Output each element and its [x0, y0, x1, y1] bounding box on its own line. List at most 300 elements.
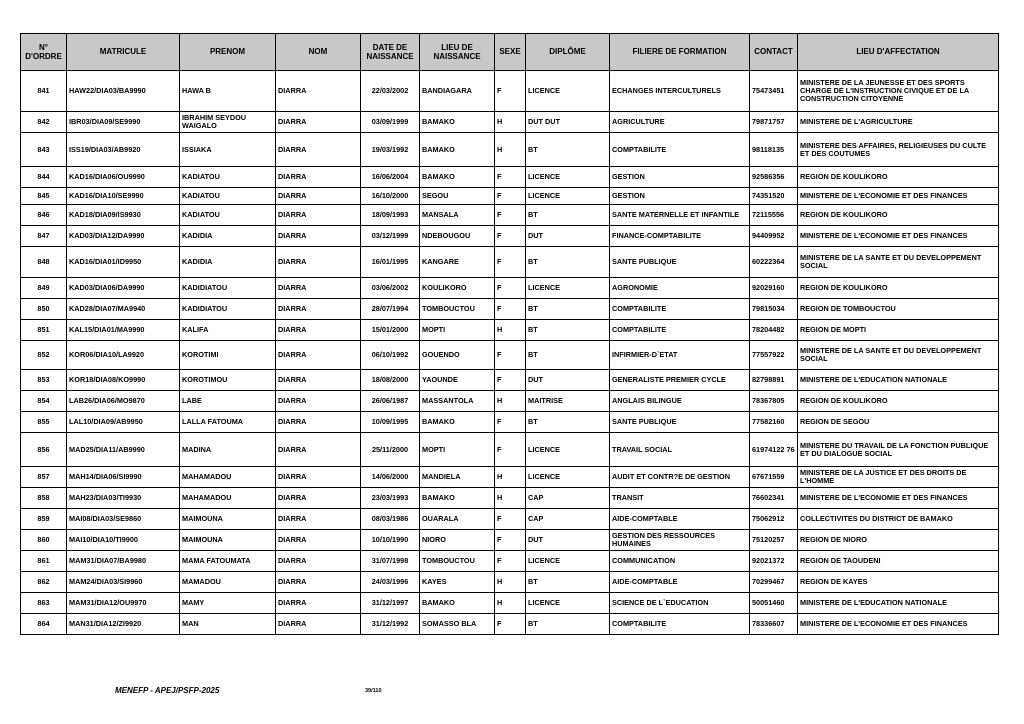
cell-nom: DIARRA: [276, 226, 361, 247]
cell-prenom: KADIDIA: [180, 226, 276, 247]
cell-prenom: HAWA B: [180, 71, 276, 112]
cell-nom: DIARRA: [276, 391, 361, 412]
cell-filiere: COMPTABILITE: [610, 614, 750, 635]
cell-matricule: KAD03/DIA06/DA9990: [67, 278, 180, 299]
cell-contact: 76602341: [750, 488, 798, 509]
cell-affectation: REGION DE KOULIKORO: [798, 205, 999, 226]
cell-nom: DIARRA: [276, 572, 361, 593]
cell-contact: 75473451: [750, 71, 798, 112]
cell-nom: DIARRA: [276, 320, 361, 341]
cell-prenom: KADIDIATOU: [180, 278, 276, 299]
cell-prenom: KADIATOU: [180, 205, 276, 226]
cell-date: 25/11/2000: [361, 433, 420, 467]
cell-nom: DIARRA: [276, 509, 361, 530]
cell-prenom: KADIDIATOU: [180, 299, 276, 320]
cell-matricule: MAN31/DIA12/ZI9920: [67, 614, 180, 635]
cell-affectation: REGION DE TAOUDENI: [798, 551, 999, 572]
cell-date: 26/06/1987: [361, 391, 420, 412]
cell-matricule: KAD28/DIA07/MA9940: [67, 299, 180, 320]
cell-lieu: KOULIKORO: [420, 278, 495, 299]
cell-nom: DIARRA: [276, 188, 361, 205]
table-row: [21, 614, 999, 635]
cell-matricule: KAD18/DIA09/IS9930: [67, 205, 180, 226]
header-affectation: LIEU D'AFFECTATION: [798, 34, 999, 71]
cell-filiere: INFIRMIER-D`ETAT: [610, 341, 750, 370]
cell-filiere: COMMUNICATION: [610, 551, 750, 572]
cell-matricule: LAL10/DIA09/AB9950: [67, 412, 180, 433]
cell-affectation: MINISTERE DES AFFAIRES, RELIGIEUSES DU CULTE ET DES COUTUMES: [798, 133, 999, 167]
cell-sexe: F: [495, 551, 526, 572]
cell-contact: 70299467: [750, 572, 798, 593]
cell-prenom: KADIATOU: [180, 188, 276, 205]
header-ordre: N° D'ORDRE: [21, 34, 67, 71]
cell-nom: DIARRA: [276, 205, 361, 226]
cell-sexe: F: [495, 412, 526, 433]
cell-ordre: 862: [21, 572, 67, 593]
cell-nom: DIARRA: [276, 247, 361, 278]
cell-filiere: AIDE-COMPTABLE: [610, 509, 750, 530]
cell-prenom: MADINA: [180, 433, 276, 467]
cell-matricule: KAD03/DIA12/DA9990: [67, 226, 180, 247]
cell-filiere: TRAVAIL SOCIAL: [610, 433, 750, 467]
cell-sexe: F: [495, 167, 526, 188]
cell-nom: DIARRA: [276, 593, 361, 614]
cell-lieu: NIORO: [420, 530, 495, 551]
cell-diplome: LICENCE: [526, 71, 610, 112]
cell-diplome: BT: [526, 133, 610, 167]
cell-contact: 92586356: [750, 167, 798, 188]
cell-affectation: MINISTERE DE LA SANTE ET DU DEVELOPPEMENT SOCIAL: [798, 247, 999, 278]
cell-affectation: MINISTERE DE L'ECONOMIE ET DES FINANCES: [798, 488, 999, 509]
cell-filiere: ANGLAIS BILINGUE: [610, 391, 750, 412]
table-row: [21, 112, 999, 133]
cell-nom: DIARRA: [276, 433, 361, 467]
cell-affectation: COLLECTIVITES DU DISTRICT DE BAMAKO: [798, 509, 999, 530]
cell-prenom: KADIDIA: [180, 247, 276, 278]
cell-lieu: BAMAKO: [420, 112, 495, 133]
cell-ordre: 849: [21, 278, 67, 299]
cell-nom: DIARRA: [276, 71, 361, 112]
cell-prenom: MAHAMADOU: [180, 467, 276, 488]
cell-contact: 92021372: [750, 551, 798, 572]
header-row: [21, 34, 999, 71]
cell-date: 31/12/1997: [361, 593, 420, 614]
cell-lieu: BAMAKO: [420, 167, 495, 188]
cell-sexe: F: [495, 530, 526, 551]
cell-diplome: LICENCE: [526, 433, 610, 467]
cell-prenom: KOROTIMOU: [180, 370, 276, 391]
table-row: [21, 278, 999, 299]
cell-date: 23/03/1993: [361, 488, 420, 509]
cell-sexe: F: [495, 370, 526, 391]
cell-affectation: MINISTERE DE L'ECONOMIE ET DES FINANCES: [798, 226, 999, 247]
cell-filiere: COMPTABILITE: [610, 299, 750, 320]
cell-ordre: 841: [21, 71, 67, 112]
cell-ordre: 853: [21, 370, 67, 391]
table-row: [21, 488, 999, 509]
cell-nom: DIARRA: [276, 133, 361, 167]
table-row: [21, 530, 999, 551]
cell-date: 16/06/2004: [361, 167, 420, 188]
cell-prenom: KADIATOU: [180, 167, 276, 188]
cell-lieu: SEGOU: [420, 188, 495, 205]
cell-prenom: MAMADOU: [180, 572, 276, 593]
cell-affectation: REGION DE SEGOU: [798, 412, 999, 433]
cell-prenom: MAIMOUNA: [180, 509, 276, 530]
cell-diplome: DUT: [526, 530, 610, 551]
header-prenom: PRENOM: [180, 34, 276, 71]
cell-date: 18/09/1993: [361, 205, 420, 226]
cell-contact: 78367805: [750, 391, 798, 412]
cell-matricule: KOR18/DIA08/KO9990: [67, 370, 180, 391]
cell-sexe: F: [495, 71, 526, 112]
cell-date: 15/01/2000: [361, 320, 420, 341]
cell-matricule: KAD16/DIA06/OU9990: [67, 167, 180, 188]
cell-contact: 77582160: [750, 412, 798, 433]
cell-nom: DIARRA: [276, 488, 361, 509]
cell-matricule: ISS19/DIA03/AB9920: [67, 133, 180, 167]
cell-nom: DIARRA: [276, 370, 361, 391]
cell-filiere: ECHANGES INTERCULTURELS: [610, 71, 750, 112]
cell-contact: 92029160: [750, 278, 798, 299]
cell-date: 03/06/2002: [361, 278, 420, 299]
table-row: [21, 188, 999, 205]
header-diplome: DIPLÔME: [526, 34, 610, 71]
cell-ordre: 848: [21, 247, 67, 278]
header-filiere: FILIERE DE FORMATION: [610, 34, 750, 71]
cell-affectation: REGION DE NIORO: [798, 530, 999, 551]
cell-diplome: DUT: [526, 226, 610, 247]
table-row: [21, 509, 999, 530]
cell-matricule: MAM31/DIA12/OU9970: [67, 593, 180, 614]
cell-filiere: FINANCE-COMPTABILITE: [610, 226, 750, 247]
cell-lieu: BAMAKO: [420, 488, 495, 509]
cell-diplome: BT: [526, 341, 610, 370]
header-lieu: LIEU DE NAISSANCE: [420, 34, 495, 71]
cell-filiere: AIDE-COMPTABLE: [610, 572, 750, 593]
cell-matricule: KOR06/DIA10/LA9920: [67, 341, 180, 370]
cell-lieu: KANGARE: [420, 247, 495, 278]
header-matricule: MATRICULE: [67, 34, 180, 71]
header-date: DATE DE NAISSANCE: [361, 34, 420, 71]
cell-diplome: BT: [526, 299, 610, 320]
cell-date: 19/03/1992: [361, 133, 420, 167]
table-row: [21, 299, 999, 320]
cell-sexe: F: [495, 433, 526, 467]
table-row: [21, 572, 999, 593]
cell-ordre: 846: [21, 205, 67, 226]
cell-filiere: SCIENCE DE L`EDUCATION: [610, 593, 750, 614]
cell-nom: DIARRA: [276, 341, 361, 370]
cell-prenom: LABE: [180, 391, 276, 412]
cell-lieu: BAMAKO: [420, 412, 495, 433]
cell-lieu: MASSANTOLA: [420, 391, 495, 412]
cell-filiere: TRANSIT: [610, 488, 750, 509]
cell-date: 10/10/1990: [361, 530, 420, 551]
cell-ordre: 844: [21, 167, 67, 188]
cell-filiere: AUDIT ET CONTR?E DE GESTION: [610, 467, 750, 488]
cell-ordre: 861: [21, 551, 67, 572]
cell-contact: 77557922: [750, 341, 798, 370]
cell-matricule: MAH14/DIA06/SI9990: [67, 467, 180, 488]
cell-sexe: F: [495, 341, 526, 370]
cell-affectation: MINISTERE DE LA JUSTICE ET DES DROITS DE L'HOMME: [798, 467, 999, 488]
cell-affectation: MINISTERE DE L'EDUCATION NATIONALE: [798, 593, 999, 614]
cell-matricule: MAM31/DIA07/BA9980: [67, 551, 180, 572]
cell-prenom: MAMA FATOUMATA: [180, 551, 276, 572]
cell-lieu: MANDIELA: [420, 467, 495, 488]
cell-date: 18/08/2000: [361, 370, 420, 391]
cell-affectation: MINISTERE DU TRAVAIL DE LA FONCTION PUBLIQUE ET DU DIALOGUE SOCIAL: [798, 433, 999, 467]
cell-ordre: 856: [21, 433, 67, 467]
cell-sexe: H: [495, 112, 526, 133]
cell-diplome: LICENCE: [526, 467, 610, 488]
cell-diplome: LICENCE: [526, 551, 610, 572]
cell-nom: DIARRA: [276, 412, 361, 433]
cell-filiere: AGRONOMIE: [610, 278, 750, 299]
header-nom: NOM: [276, 34, 361, 71]
cell-ordre: 847: [21, 226, 67, 247]
table-row: [21, 467, 999, 488]
cell-contact: 79871757: [750, 112, 798, 133]
cell-lieu: NDEBOUGOU: [420, 226, 495, 247]
table-row: [21, 341, 999, 370]
cell-lieu: YAOUNDE: [420, 370, 495, 391]
cell-diplome: CAP: [526, 509, 610, 530]
cell-contact: 78336607: [750, 614, 798, 635]
cell-affectation: REGION DE KAYES: [798, 572, 999, 593]
cell-filiere: COMPTABILITE: [610, 133, 750, 167]
cell-sexe: H: [495, 391, 526, 412]
cell-ordre: 859: [21, 509, 67, 530]
table-row: [21, 433, 999, 467]
cell-contact: 78204482: [750, 320, 798, 341]
cell-diplome: CAP: [526, 488, 610, 509]
roster-table: [20, 33, 999, 635]
page-number: 39/110: [365, 688, 382, 694]
cell-lieu: GOUENDO: [420, 341, 495, 370]
cell-contact: 50051460: [750, 593, 798, 614]
cell-prenom: KOROTIMI: [180, 341, 276, 370]
cell-ordre: 863: [21, 593, 67, 614]
header-sexe: SEXE: [495, 34, 526, 71]
cell-filiere: SANTE MATERNELLE ET INFANTILE: [610, 205, 750, 226]
cell-lieu: MANSALA: [420, 205, 495, 226]
cell-diplome: DUT DUT: [526, 112, 610, 133]
cell-filiere: COMPTABILITE: [610, 320, 750, 341]
cell-prenom: KALIFA: [180, 320, 276, 341]
cell-matricule: MAH23/DIA03/TI9930: [67, 488, 180, 509]
cell-lieu: OUARALA: [420, 509, 495, 530]
cell-date: 22/03/2002: [361, 71, 420, 112]
cell-diplome: LICENCE: [526, 188, 610, 205]
table-row: [21, 593, 999, 614]
cell-nom: DIARRA: [276, 299, 361, 320]
cell-sexe: F: [495, 299, 526, 320]
cell-contact: 94409952: [750, 226, 798, 247]
cell-diplome: BT: [526, 247, 610, 278]
cell-ordre: 855: [21, 412, 67, 433]
cell-filiere: GENERALISTE PREMIER CYCLE: [610, 370, 750, 391]
cell-prenom: MAHAMADOU: [180, 488, 276, 509]
cell-affectation: MINISTERE DE L'AGRICULTURE: [798, 112, 999, 133]
cell-matricule: MAM24/DIA03/SI9960: [67, 572, 180, 593]
cell-contact: 60222364: [750, 247, 798, 278]
cell-date: 28/07/1994: [361, 299, 420, 320]
table-row: [21, 412, 999, 433]
cell-lieu: MOPTI: [420, 320, 495, 341]
cell-date: 03/09/1999: [361, 112, 420, 133]
cell-lieu: BAMAKO: [420, 593, 495, 614]
cell-affectation: MINISTERE DE L'EDUCATION NATIONALE: [798, 370, 999, 391]
cell-ordre: 843: [21, 133, 67, 167]
cell-filiere: AGRICULTURE: [610, 112, 750, 133]
cell-ordre: 854: [21, 391, 67, 412]
cell-lieu: SOMASSO BLA: [420, 614, 495, 635]
cell-filiere: GESTION: [610, 188, 750, 205]
cell-prenom: MAMY: [180, 593, 276, 614]
table-row: [21, 205, 999, 226]
cell-diplome: BT: [526, 614, 610, 635]
cell-matricule: MAI08/DIA03/SE9860: [67, 509, 180, 530]
cell-prenom: MAN: [180, 614, 276, 635]
cell-matricule: KAD16/DIA10/SE9990: [67, 188, 180, 205]
cell-nom: DIARRA: [276, 467, 361, 488]
cell-sexe: H: [495, 320, 526, 341]
cell-contact: 72115556: [750, 205, 798, 226]
cell-nom: DIARRA: [276, 551, 361, 572]
cell-prenom: LALLA FATOUMA: [180, 412, 276, 433]
cell-diplome: LICENCE: [526, 278, 610, 299]
cell-sexe: F: [495, 247, 526, 278]
cell-affectation: REGION DE KOULIKORO: [798, 391, 999, 412]
cell-ordre: 864: [21, 614, 67, 635]
cell-sexe: F: [495, 226, 526, 247]
cell-matricule: KAD16/DIA01/ID9950: [67, 247, 180, 278]
cell-date: 31/12/1992: [361, 614, 420, 635]
cell-filiere: SANTE PUBLIQUE: [610, 247, 750, 278]
cell-date: 06/10/1992: [361, 341, 420, 370]
cell-diplome: MAITRISE: [526, 391, 610, 412]
cell-date: 24/03/1996: [361, 572, 420, 593]
cell-date: 08/03/1986: [361, 509, 420, 530]
cell-affectation: MINISTERE DE L'ECONOMIE ET DES FINANCES: [798, 614, 999, 635]
table-row: [21, 320, 999, 341]
cell-nom: DIARRA: [276, 112, 361, 133]
cell-matricule: MAI10/DIA10/TI9900: [67, 530, 180, 551]
cell-lieu: BAMAKO: [420, 133, 495, 167]
cell-affectation: MINISTERE DE LA SANTE ET DU DEVELOPPEMENT SOCIAL: [798, 341, 999, 370]
cell-matricule: HAW22/DIA03/BA9990: [67, 71, 180, 112]
cell-contact: 98118135: [750, 133, 798, 167]
cell-ordre: 858: [21, 488, 67, 509]
cell-sexe: H: [495, 572, 526, 593]
cell-lieu: TOMBOUCTOU: [420, 299, 495, 320]
cell-affectation: REGION DE MOPTI: [798, 320, 999, 341]
cell-nom: DIARRA: [276, 614, 361, 635]
cell-affectation: REGION DE TOMBOUCTOU: [798, 299, 999, 320]
cell-matricule: MAD25/DIA11/AB9990: [67, 433, 180, 467]
cell-prenom: ISSIAKA: [180, 133, 276, 167]
cell-sexe: H: [495, 467, 526, 488]
table-row: [21, 551, 999, 572]
cell-ordre: 857: [21, 467, 67, 488]
cell-matricule: KAL15/DIA01/MA9990: [67, 320, 180, 341]
cell-date: 31/07/1998: [361, 551, 420, 572]
cell-nom: DIARRA: [276, 167, 361, 188]
cell-diplome: BT: [526, 412, 610, 433]
cell-sexe: F: [495, 188, 526, 205]
table-row: [21, 247, 999, 278]
table-row: [21, 71, 999, 112]
cell-sexe: H: [495, 488, 526, 509]
cell-lieu: MOPTI: [420, 433, 495, 467]
table-row: [21, 370, 999, 391]
cell-contact: 75120257: [750, 530, 798, 551]
table-row: [21, 226, 999, 247]
cell-date: 03/12/1999: [361, 226, 420, 247]
cell-contact: 82798891: [750, 370, 798, 391]
cell-sexe: F: [495, 509, 526, 530]
cell-sexe: F: [495, 614, 526, 635]
cell-sexe: H: [495, 593, 526, 614]
cell-ordre: 845: [21, 188, 67, 205]
cell-affectation: REGION DE KOULIKORO: [798, 167, 999, 188]
cell-matricule: LAB26/DIA06/MO9870: [67, 391, 180, 412]
cell-ordre: 850: [21, 299, 67, 320]
header-contact: CONTACT: [750, 34, 798, 71]
cell-date: 16/10/2000: [361, 188, 420, 205]
cell-nom: DIARRA: [276, 278, 361, 299]
cell-filiere: SANTE PUBLIQUE: [610, 412, 750, 433]
cell-contact: 67671559: [750, 467, 798, 488]
cell-ordre: 852: [21, 341, 67, 370]
cell-sexe: F: [495, 205, 526, 226]
cell-diplome: LICENCE: [526, 593, 610, 614]
cell-affectation: MINISTERE DE L'ECONOMIE ET DES FINANCES: [798, 188, 999, 205]
cell-diplome: BT: [526, 320, 610, 341]
footer-reference: MENEFP - APEJ/PSFP-2025: [115, 686, 220, 695]
cell-ordre: 851: [21, 320, 67, 341]
cell-filiere: GESTION: [610, 167, 750, 188]
cell-date: 14/06/2000: [361, 467, 420, 488]
cell-diplome: DUT: [526, 370, 610, 391]
cell-nom: DIARRA: [276, 530, 361, 551]
cell-lieu: TOMBOUCTOU: [420, 551, 495, 572]
table-row: [21, 391, 999, 412]
cell-diplome: BT: [526, 205, 610, 226]
table-row: [21, 167, 999, 188]
cell-lieu: KAYES: [420, 572, 495, 593]
cell-affectation: MINISTERE DE LA JEUNESSE ET DES SPORTS CHARGE DE L'INSTRUCTION CIVIQUE ET DE LA CONSTRUCTION CITOYENNE: [798, 71, 999, 112]
cell-contact: 61974122 76: [750, 433, 798, 467]
cell-contact: 75062912: [750, 509, 798, 530]
cell-lieu: BANDIAGARA: [420, 71, 495, 112]
cell-date: 16/01/1995: [361, 247, 420, 278]
cell-affectation: REGION DE KOULIKORO: [798, 278, 999, 299]
table-row: [21, 133, 999, 167]
cell-sexe: H: [495, 133, 526, 167]
cell-diplome: LICENCE: [526, 167, 610, 188]
cell-contact: 74351520: [750, 188, 798, 205]
cell-diplome: BT: [526, 572, 610, 593]
cell-contact: 79815034: [750, 299, 798, 320]
cell-filiere: GESTION DES RESSOURCES HUMAINES: [610, 530, 750, 551]
cell-ordre: 860: [21, 530, 67, 551]
cell-sexe: F: [495, 278, 526, 299]
cell-ordre: 842: [21, 112, 67, 133]
cell-prenom: IBRAHIM SEYDOU WAIGALO: [180, 112, 276, 133]
